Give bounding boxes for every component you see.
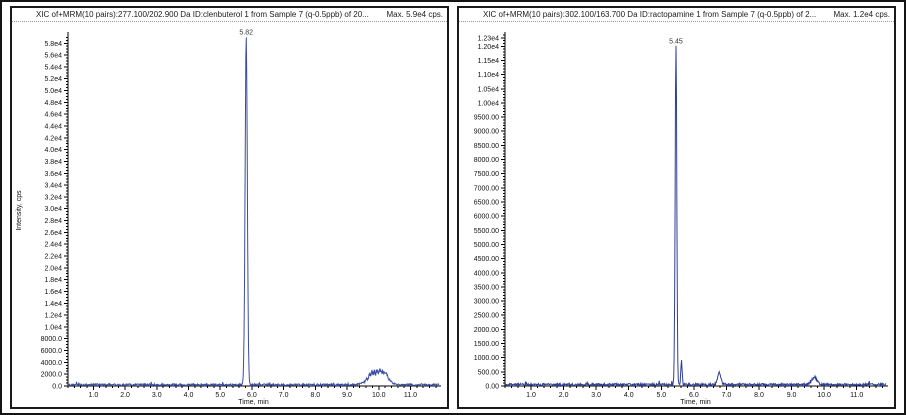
x-tick-label: 9.0: [342, 392, 352, 399]
panel-header: [459, 8, 894, 22]
panel-title: XIC of+MRM(10 pairs):277.100/202.900 Da ID:clenbuterol 1 from Sample 7 (q-0.5ppb) of 20...: [36, 10, 369, 19]
tick-labels: [16, 41, 417, 406]
y-tick-label: 1.4e4: [44, 300, 62, 308]
tick-labels: [474, 35, 864, 406]
panel-title: XIC of+MRM(10 pairs):302.100/163.700 Da ID:ractopamine 1 from Sample 7 (q-0.5ppb) of 2...: [483, 10, 817, 19]
y-tick-label: 8500.00: [473, 142, 499, 150]
y-tick-label: 1.20e4: [477, 43, 499, 51]
chromatogram-panel-clenbuterol: [10, 6, 449, 409]
y-tick-label: 1.15e4: [477, 57, 499, 65]
y-tick-label: 4000.00: [473, 270, 499, 278]
y-tick-label: 3500.00: [473, 284, 499, 292]
y-tick-label: 4.4e4: [44, 123, 62, 131]
x-axis-label: Time, min: [680, 399, 711, 406]
x-tick-label: 10.0: [817, 392, 831, 399]
y-tick-label: 9500.00: [473, 114, 499, 122]
x-tick-label: 4.0: [183, 392, 194, 399]
y-tick-label: 2.8e4: [44, 218, 62, 226]
y-tick-label: 5.6e4: [44, 52, 62, 60]
y-tick-label: 2.4e4: [44, 241, 62, 249]
chromatogram-chart-right[interactable]: [459, 22, 894, 407]
y-axis-label: Intensity, cps: [16, 190, 23, 231]
x-tick-label: 11.0: [403, 392, 418, 399]
y-tick-label: 2000.00: [473, 326, 499, 334]
y-tick-label: 4000.0: [40, 359, 62, 367]
x-tick-label: 8.0: [754, 392, 764, 399]
chromatogram-panel-ractopamine: [457, 6, 896, 409]
y-tick-label: 8000.00: [473, 157, 499, 165]
x-tick-label: 6.0: [689, 392, 699, 399]
y-tick-label: 3000.00: [473, 298, 499, 306]
chart-area: [459, 22, 894, 407]
y-tick-label: 2500.00: [473, 312, 499, 320]
chromatogram-trace: [68, 37, 439, 385]
y-tick-label: 6500.00: [473, 199, 499, 207]
y-tick-label: 500.00: [477, 369, 499, 377]
y-tick-label: 4.6e4: [44, 111, 62, 119]
axes: [501, 32, 888, 390]
y-tick-label: 7000.00: [473, 185, 499, 193]
y-tick-label: 1.0e4: [44, 324, 62, 332]
y-tick-label: 4.0e4: [44, 147, 62, 155]
y-tick-label: 3.0e4: [44, 206, 62, 214]
x-tick-label: 7.0: [278, 392, 289, 399]
y-tick-label: 0.0: [52, 383, 62, 391]
x-tick-label: 1.0: [88, 392, 99, 399]
y-tick-label: 6000.0: [40, 348, 62, 356]
y-tick-label: 1.6e4: [44, 288, 62, 296]
x-tick-label: 2.0: [558, 392, 569, 399]
y-tick-label: 5.0e4: [44, 88, 62, 96]
y-tick-label: 3.4e4: [44, 182, 62, 190]
y-tick-label: 9000.00: [473, 128, 499, 136]
y-tick-label: 5.8e4: [44, 40, 62, 48]
x-tick-label: 3.0: [151, 392, 162, 399]
x-tick-label: 6.0: [247, 392, 257, 399]
peak-rt-label: 5.82: [239, 29, 254, 37]
x-tick-label: 9.0: [786, 392, 797, 399]
x-tick-label: 3.0: [591, 392, 602, 399]
y-tick-label: 1.8e4: [44, 277, 62, 285]
x-tick-label: 1.0: [526, 392, 536, 399]
chromatogram-trace: [505, 46, 886, 386]
y-tick-label: 2.0e4: [44, 265, 62, 273]
axes: [64, 32, 441, 390]
max-intensity-label: Max. 5.9e4 cps.: [386, 10, 443, 19]
y-tick-label: 1000.00: [473, 355, 499, 363]
y-tick-label: 2.2e4: [44, 253, 62, 261]
y-tick-label: 1500.00: [473, 341, 499, 349]
x-tick-label: 8.0: [310, 392, 321, 399]
y-tick-label: 2000.0: [40, 371, 62, 379]
y-tick-label: 3.2e4: [44, 194, 62, 202]
y-tick-label: 6000.00: [473, 213, 499, 221]
y-tick-label: 0.00: [485, 383, 499, 391]
y-tick-label: 5000.00: [473, 241, 499, 249]
x-tick-label: 5.0: [215, 392, 226, 399]
y-tick-label: 4.8e4: [44, 99, 62, 107]
y-tick-label: 4.2e4: [44, 135, 62, 143]
x-tick-label: 10.0: [371, 392, 386, 399]
y-tick-label: 1.00e4: [477, 100, 499, 108]
y-tick-label: 3.8e4: [44, 158, 62, 166]
x-tick-label: 4.0: [623, 392, 634, 399]
max-intensity-label: Max. 1.2e4 cps.: [833, 10, 890, 19]
x-tick-label: 7.0: [721, 392, 732, 399]
y-tick-label: 8000.0: [40, 336, 62, 344]
x-tick-label: 11.0: [850, 392, 864, 399]
x-axis-label: Time, min: [238, 399, 269, 406]
y-tick-label: 1.2e4: [44, 312, 62, 320]
x-tick-label: 5.0: [656, 392, 667, 399]
y-tick-label: 4500.00: [473, 256, 499, 264]
peak-rt-label: 5.45: [669, 38, 683, 46]
y-tick-label: 1.10e4: [477, 72, 499, 80]
y-tick-label: 2.6e4: [44, 229, 62, 237]
chromatogram-chart-left[interactable]: [12, 22, 447, 407]
x-tick-label: 2.0: [120, 392, 130, 399]
panel-header: [12, 8, 447, 22]
y-tick-label: 1.05e4: [477, 86, 499, 94]
y-tick-label: 5.2e4: [44, 76, 62, 84]
y-tick-label: 3.6e4: [44, 170, 62, 178]
y-tick-label: 7500.00: [473, 171, 499, 179]
y-tick-label: 1.23e4: [477, 35, 499, 43]
chart-area: [12, 22, 447, 407]
y-tick-label: 5.4e4: [44, 64, 62, 72]
y-tick-label: 5500.00: [473, 227, 499, 235]
